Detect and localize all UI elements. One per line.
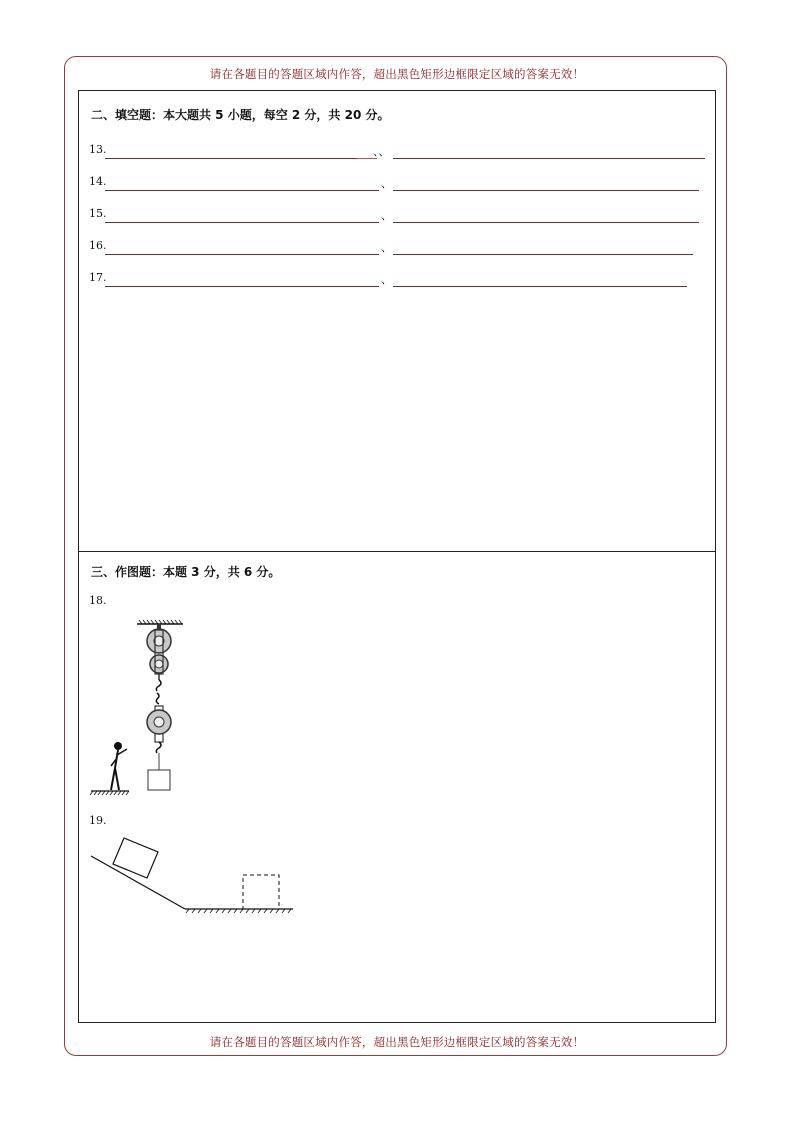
separator: 、、	[373, 145, 390, 158]
blank-line[interactable]	[105, 254, 379, 255]
blank-line[interactable]	[105, 158, 357, 159]
warning-top: 请在各题目的答题区域内作答，超出黑色矩形边框限定区域的答案无效！	[209, 67, 585, 81]
separator: 、	[381, 241, 392, 254]
section2-heading: 二、填空题：本大题共 5 小题，每空 2 分，共 20 分。	[91, 108, 390, 122]
question-number: 16.	[89, 239, 107, 252]
fill-blank-section	[78, 90, 716, 552]
question-18-number: 18.	[89, 594, 107, 607]
incline-block-figure[interactable]	[89, 836, 299, 922]
question-number: 14.	[89, 175, 107, 188]
answer-row-14	[89, 175, 709, 191]
blank-line[interactable]	[105, 286, 379, 287]
question-19-number: 19.	[89, 814, 107, 827]
question-number: 17.	[89, 271, 107, 284]
separator: 、	[381, 177, 392, 190]
answer-row-16	[89, 239, 709, 255]
answer-row-17	[89, 271, 709, 287]
blank-line[interactable]	[393, 222, 699, 223]
question-number: 13.	[89, 143, 107, 156]
blank-line[interactable]	[393, 190, 699, 191]
blank-line[interactable]	[105, 190, 379, 191]
blank-line[interactable]	[393, 254, 693, 255]
pulley-system-figure[interactable]	[87, 618, 197, 800]
answer-row-15	[89, 207, 709, 223]
blank-line[interactable]	[393, 286, 687, 287]
warning-bottom: 请在各题目的答题区域内作答，超出黑色矩形边框限定区域的答案无效！	[209, 1035, 585, 1049]
question-number: 15.	[89, 207, 107, 220]
blank-line[interactable]	[105, 222, 379, 223]
section3-heading: 三、作图题：本题 3 分，共 6 分。	[91, 565, 281, 579]
separator: 、	[381, 209, 392, 222]
blank-line[interactable]	[393, 158, 705, 159]
drawing-section	[78, 551, 716, 1023]
separator: 、	[381, 273, 392, 286]
answer-row-13	[89, 143, 709, 159]
